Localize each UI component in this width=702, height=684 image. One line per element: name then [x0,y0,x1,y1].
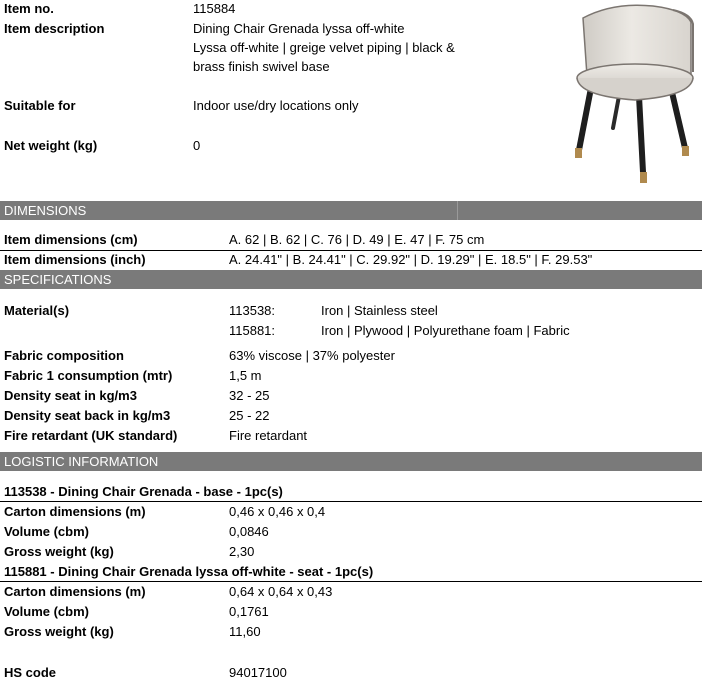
logistic-value: 0,46 x 0,46 x 0,4 [229,504,326,519]
item-no-label: Item no. [4,1,54,16]
logistic-value: 11,60 [229,624,261,639]
dimensions-cm-value: A. 62 | B. 62 | C. 76 | D. 49 | E. 47 | F. 75 cm [229,232,485,247]
net-weight-value: 0 [193,138,201,153]
logistic-label: Carton dimensions (m) [4,504,146,519]
material-value: Iron | Stainless steel [321,303,438,318]
logistic-value: 2,30 [229,544,255,559]
dimensions-inch-label: Item dimensions (inch) [4,252,146,267]
logistic-label: Gross weight (kg) [4,544,114,559]
item-description-line: brass finish swivel base [193,59,330,74]
spec-value: 32 - 25 [229,388,270,403]
logistic-value: 0,0846 [229,524,269,539]
logistic-value: 0,64 x 0,64 x 0,43 [229,584,333,599]
dimensions-inch-value: A. 24.41" | B. 24.41" | C. 29.92" | D. 19.29" | E. 18.5" | F. 29.53" [229,252,593,267]
logistic-label: Volume (cbm) [4,604,89,619]
item-description-line: Dining Chair Grenada lyssa off-white [193,21,405,36]
dimensions-title: DIMENSIONS [4,203,87,218]
logistic-label: Carton dimensions (m) [4,584,146,599]
package-heading: 115881 - Dining Chair Grenada lyssa off-white - seat - 1pc(s) [4,564,374,579]
item-description-line: Lyssa off-white | greige velvet piping | black & [193,40,455,55]
spec-label: Fabric 1 consumption (mtr) [4,368,173,383]
material-code: 115881: [229,323,276,338]
logistic-label: Volume (cbm) [4,524,89,539]
bar-divider [457,201,458,220]
divider [0,581,702,582]
spec-label: Fire retardant (UK standard) [4,428,178,443]
divider [0,501,702,502]
logistic-label: Gross weight (kg) [4,624,114,639]
specifications-title: SPECIFICATIONS [4,272,112,287]
spec-value: Fire retardant [229,428,308,443]
suitable-for-value: Indoor use/dry locations only [193,98,359,113]
spec-value: 63% viscose | 37% polyester [229,348,395,363]
specifications-section-header [0,270,702,289]
logistic-value: 0,1761 [229,604,269,619]
dimensions-cm-label: Item dimensions (cm) [4,232,138,247]
net-weight-label: Net weight (kg) [4,138,98,153]
spec-label: Density seat in kg/m3 [4,388,137,403]
hs-code-label: HS code [4,665,57,680]
suitable-for-label: Suitable for [4,98,76,113]
logistic-section-header [0,452,702,471]
spec-label: Fabric composition [4,348,124,363]
dimensions-section-header [0,201,702,220]
package-heading: 113538 - Dining Chair Grenada - base - 1pc(s) [4,484,283,499]
spec-value: 25 - 22 [229,408,270,423]
material-value: Iron | Plywood | Polyurethane foam | Fabric [321,323,570,338]
material-code: 113538: [229,303,276,318]
spec-label: Density seat back in kg/m3 [4,408,171,423]
dining-chair-photo [553,0,702,192]
logistic-title: LOGISTIC INFORMATION [4,454,159,469]
spec-value: 1,5 m [229,368,262,383]
hs-code-value: 94017100 [229,665,287,680]
item-no-value: 115884 [193,1,236,16]
materials-label: Material(s) [4,303,70,318]
item-description-label: Item description [4,21,105,36]
